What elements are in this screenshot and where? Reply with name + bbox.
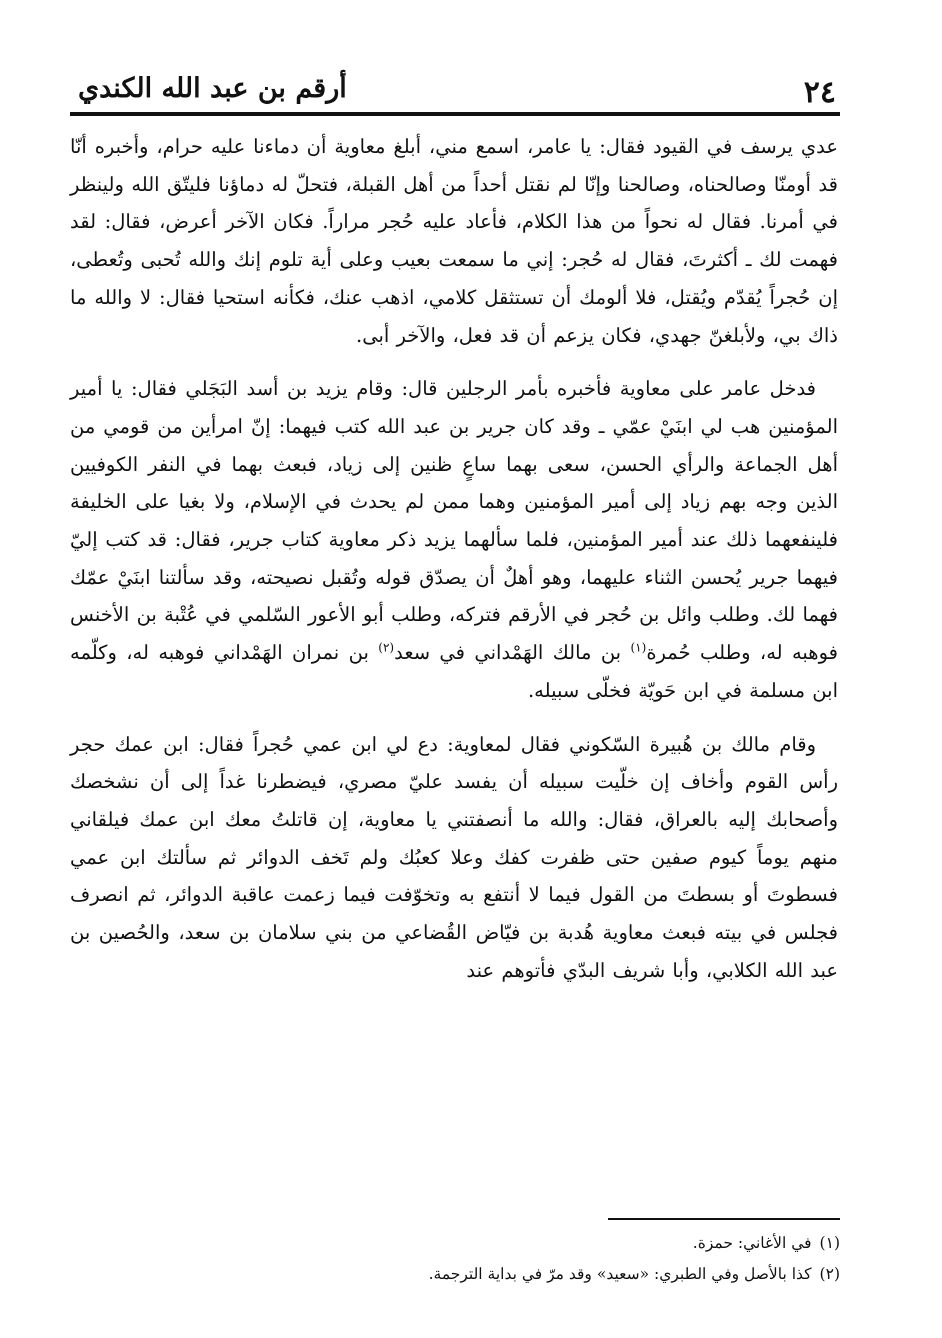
page-header bbox=[78, 58, 836, 108]
main-text bbox=[70, 128, 838, 989]
footnote-1-text: في الأغاني: حمزة. bbox=[692, 1234, 812, 1252]
paragraph-2-part-1: فدخل عامر على معاوية فأخبره بأمر الرجلين قال: وقام يزيد بن أسد البَجَلي فقال: يا أمير المؤمنين هب لي ابنَيْ عمّي ـ وقد كان جرير بن عبد الله كتب فيهما: إنّ امرأين من قومي من أهل الجماعة والرأي الحسن، سعى بهما ساعٍ ظنين إلى زياد، فبعث بهما في النفر الكوفيين الذين وجه بهم زياد إلى أمير المؤمنين وهما ممن لم يحدث في الإسلام، ولا بغيا على الخليفة فلينفعهما ذلك عند أمير المؤمنين، فلما سألهما يزيد ذكر معاوية كتاب جرير، فقال: قد كتب إليّ فيهما جرير يُحسن الثناء عليهما، وهو أهلٌ أن يصدّق قوله وتُقبل نصيحته، وقد سألتنا ابنَيْ عمّك فهما لك. وطلب وائل بن حُجر في الأرقم فتركه، وطلب أبو الأعور السّلمي في عُتْبة بن الأخنس فوهبه له، وطلب حُمرة bbox=[70, 377, 838, 665]
header-divider bbox=[70, 112, 840, 116]
paragraph-1: عدي يرسف في القيود فقال: يا عامر، اسمع مني، أبلغ معاوية أن دماءنا عليه حرام، وأخبره أنّا قد أومنّا وصالحناه، وصالحنا وإنّا لم نقتل أحداً من أهل القبلة، فتحلّ له دماؤنا فليتّق الله ولينظر في أمرنا. فقال له نحواً من هذا الكلام، فأعاد عليه حُجر مراراً. فكان الآخر أعرض، فقال: لقد فهمت لك ـ أكثرتَ، فقال له حُجر: إني ما سمعت بعيب وعلى أية تلوم إنك والله تُحبى وتُعطى، إن حُجراً يُقدّم ويُقتل، فلا ألومك أن تستثقل كلامي، اذهب عنك، فكأنه استحيا فقال: لا والله ما ذاك بي، ولأبلغنّ جهدي، فكان يزعم أن قد فعل، والآخر أبى. bbox=[70, 135, 838, 347]
paragraph-2-part-3: بن نمران الهَمْداني فوهبه له، وكلّمه ابن مسلمة في ابن حَويّة فخلّى سبيله. bbox=[70, 641, 838, 702]
paragraph-3: وقام مالك بن هُبيرة السّكوني فقال لمعاوية: دع لي ابن عمي حُجراً فقال: ابن عمك حجر رأس القوم وأخاف إن خلّيت سبيله أن يفسد عليّ مصري، فيضطرنا غداً إلى أن نشخصك وأصحابك إليه بالعراق، فقال: والله ما أنصفتني يا معاوية، إن قاتلتُ معك ابن عمك فيلقاني منهم يوماً كيوم صفين حتى ظفرت كفك وعلا كعبُك ولم تَخف الدوائر ثم سألتك ابن عمي فسطوتَ أو بسطتَ من القول فيما لا أنتفع به وتخوّفت فيما زعمت عاقبة الدوائر، ثم انصرف فجلس في بيته فبعث معاوية هُدبة بن فيّاض القُضاعي من بني سلامان بن سعد، والحُصين بن عبد الله الكلابي، وأبا شريف البدّي فأتوهم عند bbox=[70, 732, 838, 982]
footnotes bbox=[300, 1228, 840, 1290]
page-number: ٢٤ bbox=[803, 75, 836, 110]
footnote-2-text: كذا بالأصل وفي الطبري: «سعيد» وقد مرّ في بداية الترجمة. bbox=[428, 1265, 812, 1283]
footnote-ref-1[interactable]: (١) bbox=[630, 640, 647, 655]
paragraph-2 bbox=[70, 370, 838, 709]
footnote-2 bbox=[300, 1259, 840, 1290]
footnote-1 bbox=[300, 1228, 840, 1259]
running-title: أرقم بن عبد الله الكندي bbox=[78, 73, 347, 104]
footnote-1-number: (١) bbox=[819, 1234, 840, 1252]
footnote-ref-2[interactable]: (٢) bbox=[378, 640, 395, 655]
footnote-2-number: (٢) bbox=[819, 1265, 840, 1283]
footnote-divider bbox=[608, 1218, 840, 1220]
paragraph-2-part-2: بن مالك الهَمْداني في سعد bbox=[394, 641, 631, 665]
